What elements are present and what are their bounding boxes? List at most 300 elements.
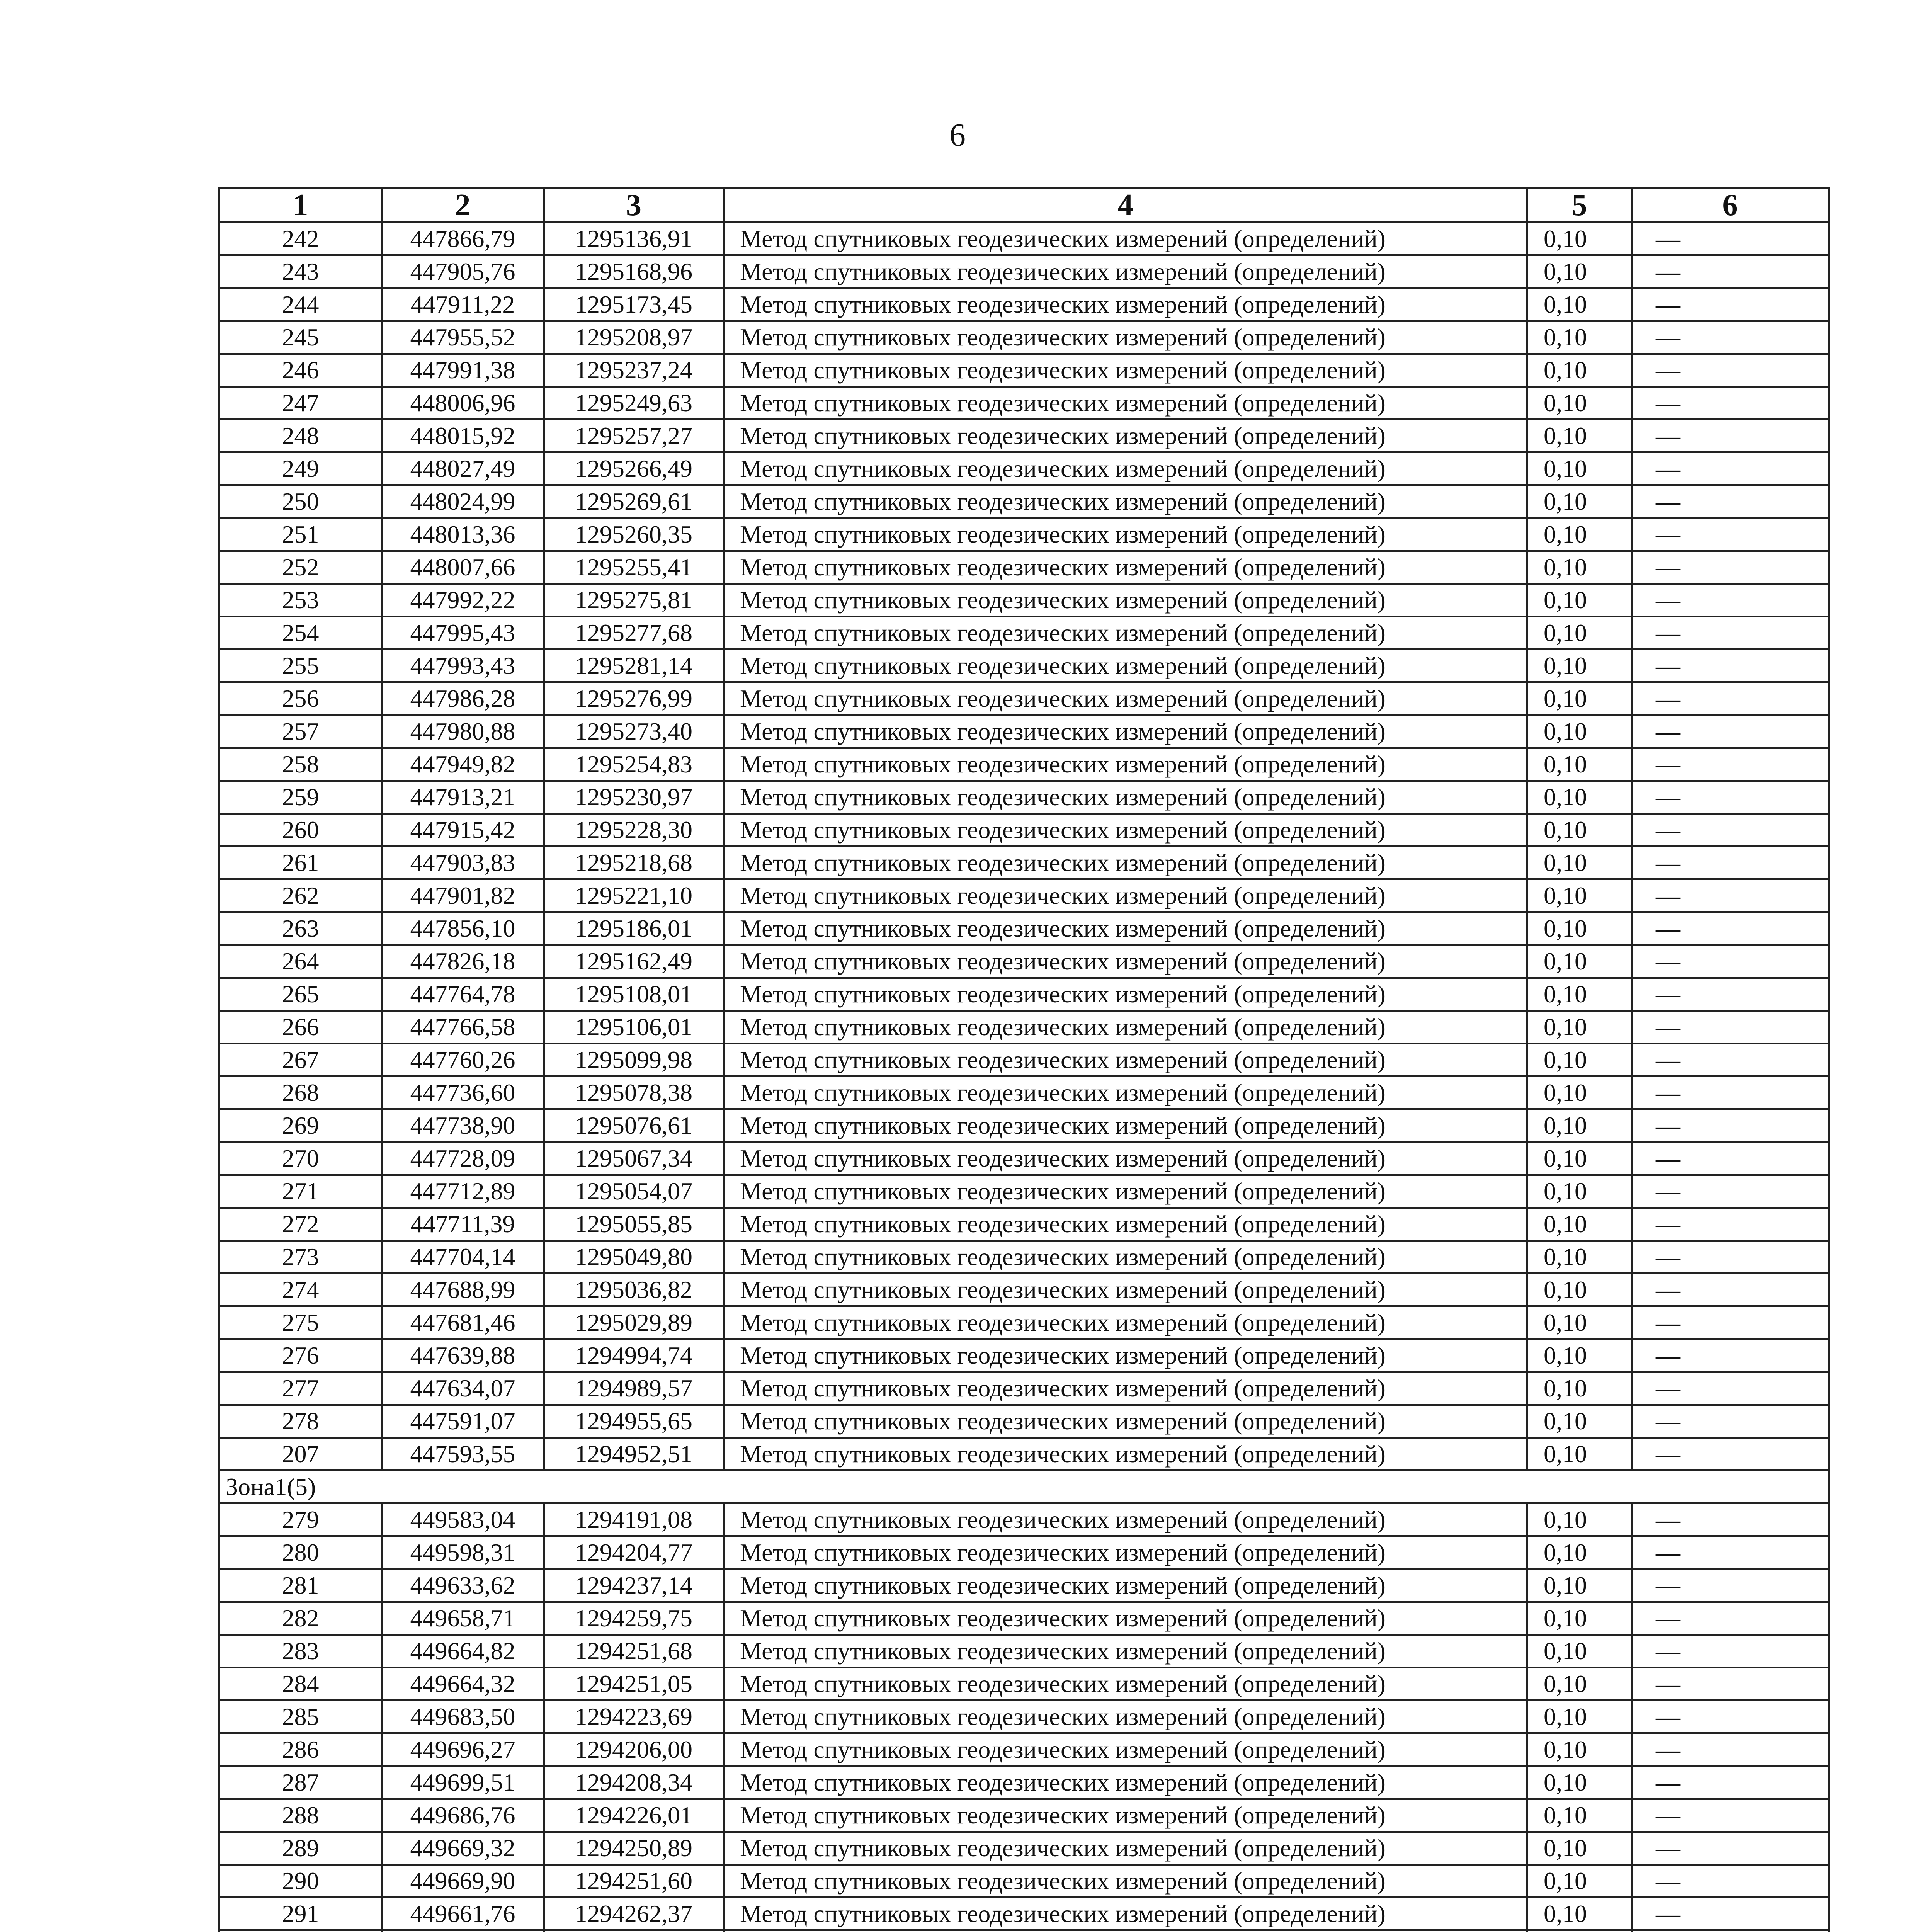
accuracy-cell: 0,10: [1527, 847, 1632, 879]
accuracy-cell: 0,10: [1527, 288, 1632, 321]
point-number: 267: [219, 1044, 382, 1077]
coord-x: 447736,60: [382, 1077, 544, 1109]
coord-x: 447764,78: [382, 978, 544, 1011]
method-cell: Метод спутниковых геодезических измерений (определений): [724, 1766, 1527, 1799]
coord-y: 1295067,34: [544, 1142, 724, 1175]
coord-y: 1295049,80: [544, 1241, 724, 1274]
point-number: 290: [219, 1865, 382, 1898]
coord-y: 1294262,37: [544, 1898, 724, 1930]
table-row: [219, 1602, 1829, 1635]
coord-x: 447634,07: [382, 1372, 544, 1405]
accuracy-cell: 0,10: [1527, 814, 1632, 847]
note-cell: —: [1632, 748, 1829, 781]
note-cell: —: [1632, 1635, 1829, 1668]
coord-y: 1295269,61: [544, 485, 724, 518]
method-cell: Метод спутниковых геодезических измерений (определений): [724, 1011, 1527, 1044]
coord-y: 1295136,91: [544, 223, 724, 255]
point-number: [219, 1930, 382, 1932]
point-number: 277: [219, 1372, 382, 1405]
coord-x: 447986,28: [382, 682, 544, 715]
point-number: 245: [219, 321, 382, 354]
coord-x: 448007,66: [382, 551, 544, 584]
coord-y: 1295230,97: [544, 781, 724, 814]
table-row: [219, 682, 1829, 715]
table-row: [219, 715, 1829, 748]
coord-y: 1294206,00: [544, 1733, 724, 1766]
point-number: 257: [219, 715, 382, 748]
coord-x: 449583,04: [382, 1503, 544, 1536]
note-cell: —: [1632, 1766, 1829, 1799]
column-header: 1: [219, 188, 382, 223]
table-row: [219, 781, 1829, 814]
coord-y: 1295106,01: [544, 1011, 724, 1044]
table-row: [219, 1898, 1829, 1930]
coord-x: 449664,32: [382, 1668, 544, 1701]
table-row: [219, 1635, 1829, 1668]
method-cell: Метод спутниковых геодезических измерений (определений): [724, 354, 1527, 387]
coord-x: 449633,62: [382, 1569, 544, 1602]
accuracy-cell: 0,10: [1527, 1569, 1632, 1602]
coord-x: 447688,99: [382, 1274, 544, 1306]
accuracy-cell: 0,10: [1527, 420, 1632, 452]
note-cell: —: [1632, 1241, 1829, 1274]
note-cell: —: [1632, 1142, 1829, 1175]
method-cell: Метод спутниковых геодезических измерений (определений): [724, 584, 1527, 617]
coord-x: 449669,90: [382, 1865, 544, 1898]
note-cell: —: [1632, 1536, 1829, 1569]
point-number: 275: [219, 1306, 382, 1339]
accuracy-cell: 0,10: [1527, 781, 1632, 814]
column-header: 3: [544, 188, 724, 223]
coord-y: 1294223,69: [544, 1701, 724, 1733]
coord-x: 448013,36: [382, 518, 544, 551]
method-cell: Метод спутниковых геодезических измерений (определений): [724, 1109, 1527, 1142]
accuracy-cell: 0,10: [1527, 255, 1632, 288]
zone-row: [219, 1471, 1829, 1503]
point-number: 278: [219, 1405, 382, 1438]
zone-label: Зона1(5): [219, 1471, 1829, 1503]
coord-x: 449696,27: [382, 1733, 544, 1766]
table-row: [219, 255, 1829, 288]
note-cell: —: [1632, 715, 1829, 748]
header-row: [219, 188, 1829, 223]
coord-y: 1294237,14: [544, 1569, 724, 1602]
method-cell: Метод спутниковых геодезических измерений (определений): [724, 814, 1527, 847]
method-cell: Метод спутниковых геодезических измерений (определений): [724, 1405, 1527, 1438]
coord-x: 447991,38: [382, 354, 544, 387]
table-row: [219, 1865, 1829, 1898]
point-number: 247: [219, 387, 382, 420]
note-cell: —: [1632, 1701, 1829, 1733]
note-cell: —: [1632, 978, 1829, 1011]
accuracy-cell: 0,10: [1527, 1109, 1632, 1142]
table-row: [219, 1339, 1829, 1372]
coord-y: 1294226,01: [544, 1799, 724, 1832]
table-row: [219, 1044, 1829, 1077]
note-cell: —: [1632, 1372, 1829, 1405]
note-cell: —: [1632, 1077, 1829, 1109]
coord-y: 1295054,07: [544, 1175, 724, 1208]
point-number: 207: [219, 1438, 382, 1471]
coord-x: 447826,18: [382, 945, 544, 978]
coord-x: 447766,58: [382, 1011, 544, 1044]
coord-x: 447712,89: [382, 1175, 544, 1208]
table-row: [219, 288, 1829, 321]
point-number: 249: [219, 452, 382, 485]
point-number: 281: [219, 1569, 382, 1602]
coord-y: 1295266,49: [544, 452, 724, 485]
note-cell: —: [1632, 912, 1829, 945]
coord-x: 447913,21: [382, 781, 544, 814]
coord-y: 1295168,96: [544, 255, 724, 288]
accuracy-cell: 0,10: [1527, 945, 1632, 978]
coord-x: 448006,96: [382, 387, 544, 420]
table-row: [219, 1208, 1829, 1241]
point-number: 243: [219, 255, 382, 288]
note-cell: —: [1632, 847, 1829, 879]
accuracy-cell: 0,10: [1527, 1175, 1632, 1208]
point-number: 253: [219, 584, 382, 617]
method-cell: Метод спутниковых геодезических измерений (определений): [724, 1077, 1527, 1109]
coord-y: 1295099,98: [544, 1044, 724, 1077]
table-row: [219, 1503, 1829, 1536]
coord-y: 1295218,68: [544, 847, 724, 879]
coord-y: 1295281,14: [544, 650, 724, 682]
note-cell: —: [1632, 452, 1829, 485]
coord-x: 447915,42: [382, 814, 544, 847]
coord-x: 449686,76: [382, 1799, 544, 1832]
coord-y: 1295237,24: [544, 354, 724, 387]
table-row: [219, 1536, 1829, 1569]
table-row: [219, 1372, 1829, 1405]
table-row: [219, 223, 1829, 255]
coord-y: 1294208,34: [544, 1766, 724, 1799]
note-cell: —: [1632, 354, 1829, 387]
coord-y: 1295221,10: [544, 879, 724, 912]
method-cell: Метод спутниковых геодезических измерений (определений): [724, 650, 1527, 682]
coord-x: 449683,50: [382, 1701, 544, 1733]
coord-y: 1295276,99: [544, 682, 724, 715]
accuracy-cell: 0,10: [1527, 1306, 1632, 1339]
coord-y: 1294989,57: [544, 1372, 724, 1405]
table-row: [219, 1766, 1829, 1799]
coord-x: 448024,99: [382, 485, 544, 518]
note-cell: —: [1632, 1011, 1829, 1044]
note-cell: —: [1632, 1602, 1829, 1635]
coord-x: 447593,55: [382, 1438, 544, 1471]
point-number: 280: [219, 1536, 382, 1569]
method-cell: Метод спутниковых геодезических измерений (определений): [724, 1438, 1527, 1471]
accuracy-cell: 0,10: [1527, 1668, 1632, 1701]
accuracy-cell: 0,10: [1527, 321, 1632, 354]
table-row: [219, 1668, 1829, 1701]
method-cell: Метод спутниковых геодезических измерений (определений): [724, 847, 1527, 879]
point-number: 287: [219, 1766, 382, 1799]
note-cell: —: [1632, 814, 1829, 847]
accuracy-cell: 0,10: [1527, 1701, 1632, 1733]
note-cell: —: [1632, 321, 1829, 354]
coord-x: 449669,32: [382, 1832, 544, 1865]
coord-y: 1295254,83: [544, 748, 724, 781]
point-number: 273: [219, 1241, 382, 1274]
accuracy-cell: 0,10: [1527, 1865, 1632, 1898]
point-number: 279: [219, 1503, 382, 1536]
coord-y: 1295078,38: [544, 1077, 724, 1109]
coord-x: 448027,49: [382, 452, 544, 485]
coord-x: 447993,43: [382, 650, 544, 682]
point-number: 271: [219, 1175, 382, 1208]
method-cell: Метод спутниковых геодезических измерений (определений): [724, 1044, 1527, 1077]
method-cell: Метод спутниковых геодезических измерений (определений): [724, 1274, 1527, 1306]
coordinates-table: [218, 187, 1830, 1932]
coord-y: 1294251,05: [544, 1668, 724, 1701]
point-number: 272: [219, 1208, 382, 1241]
method-cell: Метод спутниковых геодезических измерений (определений): [724, 288, 1527, 321]
point-number: 252: [219, 551, 382, 584]
method-cell: Метод спутниковых геодезических измерений (определений): [724, 1602, 1527, 1635]
method-cell: Метод спутниковых геодезических измерений (определений): [724, 781, 1527, 814]
table-row: [219, 485, 1829, 518]
coord-y: 1295249,63: [544, 387, 724, 420]
table-row: [219, 1701, 1829, 1733]
accuracy-cell: 0,10: [1527, 354, 1632, 387]
accuracy-cell: 0,10: [1527, 1766, 1632, 1799]
note-cell: —: [1632, 1175, 1829, 1208]
point-number: 256: [219, 682, 382, 715]
accuracy-cell: 0,10: [1527, 1274, 1632, 1306]
note-cell: —: [1632, 1044, 1829, 1077]
point-number: 285: [219, 1701, 382, 1733]
point-number: 248: [219, 420, 382, 452]
note-cell: —: [1632, 387, 1829, 420]
accuracy-cell: 0,10: [1527, 387, 1632, 420]
note-cell: —: [1632, 1865, 1829, 1898]
coord-x: 447901,82: [382, 879, 544, 912]
note-cell: —: [1632, 1306, 1829, 1339]
accuracy-cell: 0,10: [1527, 1044, 1632, 1077]
column-header: 2: [382, 188, 544, 223]
coord-y: 1295162,49: [544, 945, 724, 978]
coord-y: 1294250,89: [544, 1832, 724, 1865]
method-cell: Метод спутниковых геодезических измерений (определений): [724, 1536, 1527, 1569]
table-row: [219, 879, 1829, 912]
point-number: 255: [219, 650, 382, 682]
point-number: 251: [219, 518, 382, 551]
accuracy-cell: 0,10: [1527, 551, 1632, 584]
method-cell: Метод спутниковых геодезических измерений (определений): [724, 321, 1527, 354]
accuracy-cell: 0,10: [1527, 452, 1632, 485]
coord-x: 447911,22: [382, 288, 544, 321]
table-row: [219, 1274, 1829, 1306]
accuracy-cell: 0,10: [1527, 485, 1632, 518]
coord-x: 447591,07: [382, 1405, 544, 1438]
table-row: [219, 354, 1829, 387]
table-row: [219, 1011, 1829, 1044]
method-cell: Метод спутниковых геодезических измерений (определений): [724, 551, 1527, 584]
method-cell: Метод спутниковых геодезических измерений (определений): [724, 1372, 1527, 1405]
point-number: 265: [219, 978, 382, 1011]
table-row: [219, 847, 1829, 879]
point-number: 268: [219, 1077, 382, 1109]
method-cell: Метод спутниковых геодезических измерений (определений): [724, 1503, 1527, 1536]
note-cell: —: [1632, 1405, 1829, 1438]
accuracy-cell: 0,10: [1527, 1503, 1632, 1536]
accuracy-cell: 0,10: [1527, 715, 1632, 748]
point-number: 291: [219, 1898, 382, 1930]
accuracy-cell: 0,10: [1527, 1241, 1632, 1274]
method-cell: Метод спутниковых геодезических измерений (определений): [724, 1898, 1527, 1930]
point-number: 244: [219, 288, 382, 321]
accuracy-cell: 0,10: [1527, 617, 1632, 650]
coord-y: 1295208,97: [544, 321, 724, 354]
page-number: 6: [949, 117, 966, 153]
note-cell: —: [1632, 1438, 1829, 1471]
note-cell: [1632, 1930, 1829, 1932]
table-row: [219, 321, 1829, 354]
method-cell: Метод спутниковых геодезических измерений (определений): [724, 1306, 1527, 1339]
coord-y: 1294994,74: [544, 1339, 724, 1372]
accuracy-cell: 0,10: [1527, 223, 1632, 255]
accuracy-cell: 0,10: [1527, 748, 1632, 781]
method-cell: Метод спутниковых геодезических измерений (определений): [724, 682, 1527, 715]
table-row: [219, 1930, 1829, 1932]
table-row: [219, 1077, 1829, 1109]
coord-y: 1294952,51: [544, 1438, 724, 1471]
point-number: 246: [219, 354, 382, 387]
accuracy-cell: 0,10: [1527, 1077, 1632, 1109]
point-number: 263: [219, 912, 382, 945]
point-number: 254: [219, 617, 382, 650]
point-number: 270: [219, 1142, 382, 1175]
coord-y: 1295076,61: [544, 1109, 724, 1142]
note-cell: —: [1632, 1274, 1829, 1306]
table-row: [219, 1405, 1829, 1438]
coord-x: 449664,82: [382, 1635, 544, 1668]
table-row: [219, 551, 1829, 584]
coord-y: 1295029,89: [544, 1306, 724, 1339]
accuracy-cell: 0,10: [1527, 1405, 1632, 1438]
method-cell: Метод спутниковых геодезических измерений (определений): [724, 1142, 1527, 1175]
coord-y: 1295036,82: [544, 1274, 724, 1306]
coord-y: 1295277,68: [544, 617, 724, 650]
column-header: 6: [1632, 188, 1829, 223]
method-cell: Метод спутниковых геодезических измерений (определений): [724, 1668, 1527, 1701]
table-row: [219, 1142, 1829, 1175]
coord-y: 1295275,81: [544, 584, 724, 617]
coord-y: 1295228,30: [544, 814, 724, 847]
point-number: 289: [219, 1832, 382, 1865]
note-cell: —: [1632, 1733, 1829, 1766]
accuracy-cell: 0,10: [1527, 1832, 1632, 1865]
table-row: [219, 814, 1829, 847]
note-cell: —: [1632, 288, 1829, 321]
table-row: [219, 748, 1829, 781]
note-cell: —: [1632, 518, 1829, 551]
table-row: [219, 978, 1829, 1011]
coord-y: 1295108,01: [544, 978, 724, 1011]
coord-y: 1295055,85: [544, 1208, 724, 1241]
accuracy-cell: [1527, 1930, 1632, 1932]
note-cell: —: [1632, 223, 1829, 255]
accuracy-cell: 0,10: [1527, 518, 1632, 551]
coord-x: 447704,14: [382, 1241, 544, 1274]
note-cell: —: [1632, 650, 1829, 682]
accuracy-cell: 0,10: [1527, 1438, 1632, 1471]
coord-x: 449661,76: [382, 1898, 544, 1930]
table-row: [219, 1733, 1829, 1766]
table-row: [219, 912, 1829, 945]
coord-x: 447728,09: [382, 1142, 544, 1175]
point-number: 264: [219, 945, 382, 978]
coord-x: 447992,22: [382, 584, 544, 617]
note-cell: —: [1632, 617, 1829, 650]
coord-y: 1294259,75: [544, 1602, 724, 1635]
point-number: 242: [219, 223, 382, 255]
note-cell: —: [1632, 420, 1829, 452]
table-row: [219, 1799, 1829, 1832]
column-header: 5: [1527, 188, 1632, 223]
point-number: 250: [219, 485, 382, 518]
table-row: [219, 518, 1829, 551]
coord-x: 447980,88: [382, 715, 544, 748]
coord-x: 447866,79: [382, 223, 544, 255]
table-row: [219, 945, 1829, 978]
point-number: 286: [219, 1733, 382, 1766]
point-number: 288: [219, 1799, 382, 1832]
column-header: 4: [724, 188, 1527, 223]
method-cell: Метод спутниковых геодезических измерений (определений): [724, 518, 1527, 551]
note-cell: —: [1632, 781, 1829, 814]
accuracy-cell: 0,10: [1527, 1898, 1632, 1930]
note-cell: —: [1632, 682, 1829, 715]
coord-x: [382, 1930, 544, 1932]
coord-x: 447995,43: [382, 617, 544, 650]
point-number: 258: [219, 748, 382, 781]
method-cell: Метод спутниковых геодезических измерений (определений): [724, 1339, 1527, 1372]
method-cell: Метод спутниковых геодезических измерений (определений): [724, 1569, 1527, 1602]
accuracy-cell: 0,10: [1527, 1142, 1632, 1175]
accuracy-cell: 0,10: [1527, 1536, 1632, 1569]
table-row: [219, 420, 1829, 452]
note-cell: —: [1632, 1799, 1829, 1832]
accuracy-cell: 0,10: [1527, 1602, 1632, 1635]
point-number: 282: [219, 1602, 382, 1635]
coord-x: 447949,82: [382, 748, 544, 781]
table-row: [219, 1241, 1829, 1274]
table-row: [219, 1109, 1829, 1142]
point-number: 261: [219, 847, 382, 879]
coord-y: 1295255,41: [544, 551, 724, 584]
note-cell: —: [1632, 1898, 1829, 1930]
method-cell: [724, 1930, 1527, 1932]
method-cell: Метод спутниковых геодезических измерений (определений): [724, 1175, 1527, 1208]
coord-y: 1295260,35: [544, 518, 724, 551]
note-cell: —: [1632, 1503, 1829, 1536]
method-cell: Метод спутниковых геодезических измерений (определений): [724, 1832, 1527, 1865]
coord-y: [544, 1930, 724, 1932]
table-row: [219, 617, 1829, 650]
note-cell: —: [1632, 584, 1829, 617]
coord-x: 447955,52: [382, 321, 544, 354]
coord-y: 1294191,08: [544, 1503, 724, 1536]
accuracy-cell: 0,10: [1527, 1208, 1632, 1241]
coord-x: 447905,76: [382, 255, 544, 288]
accuracy-cell: 0,10: [1527, 1733, 1632, 1766]
method-cell: Метод спутниковых геодезических измерений (определений): [724, 879, 1527, 912]
table-body: [219, 223, 1829, 1932]
accuracy-cell: 0,10: [1527, 879, 1632, 912]
coord-y: 1294251,68: [544, 1635, 724, 1668]
